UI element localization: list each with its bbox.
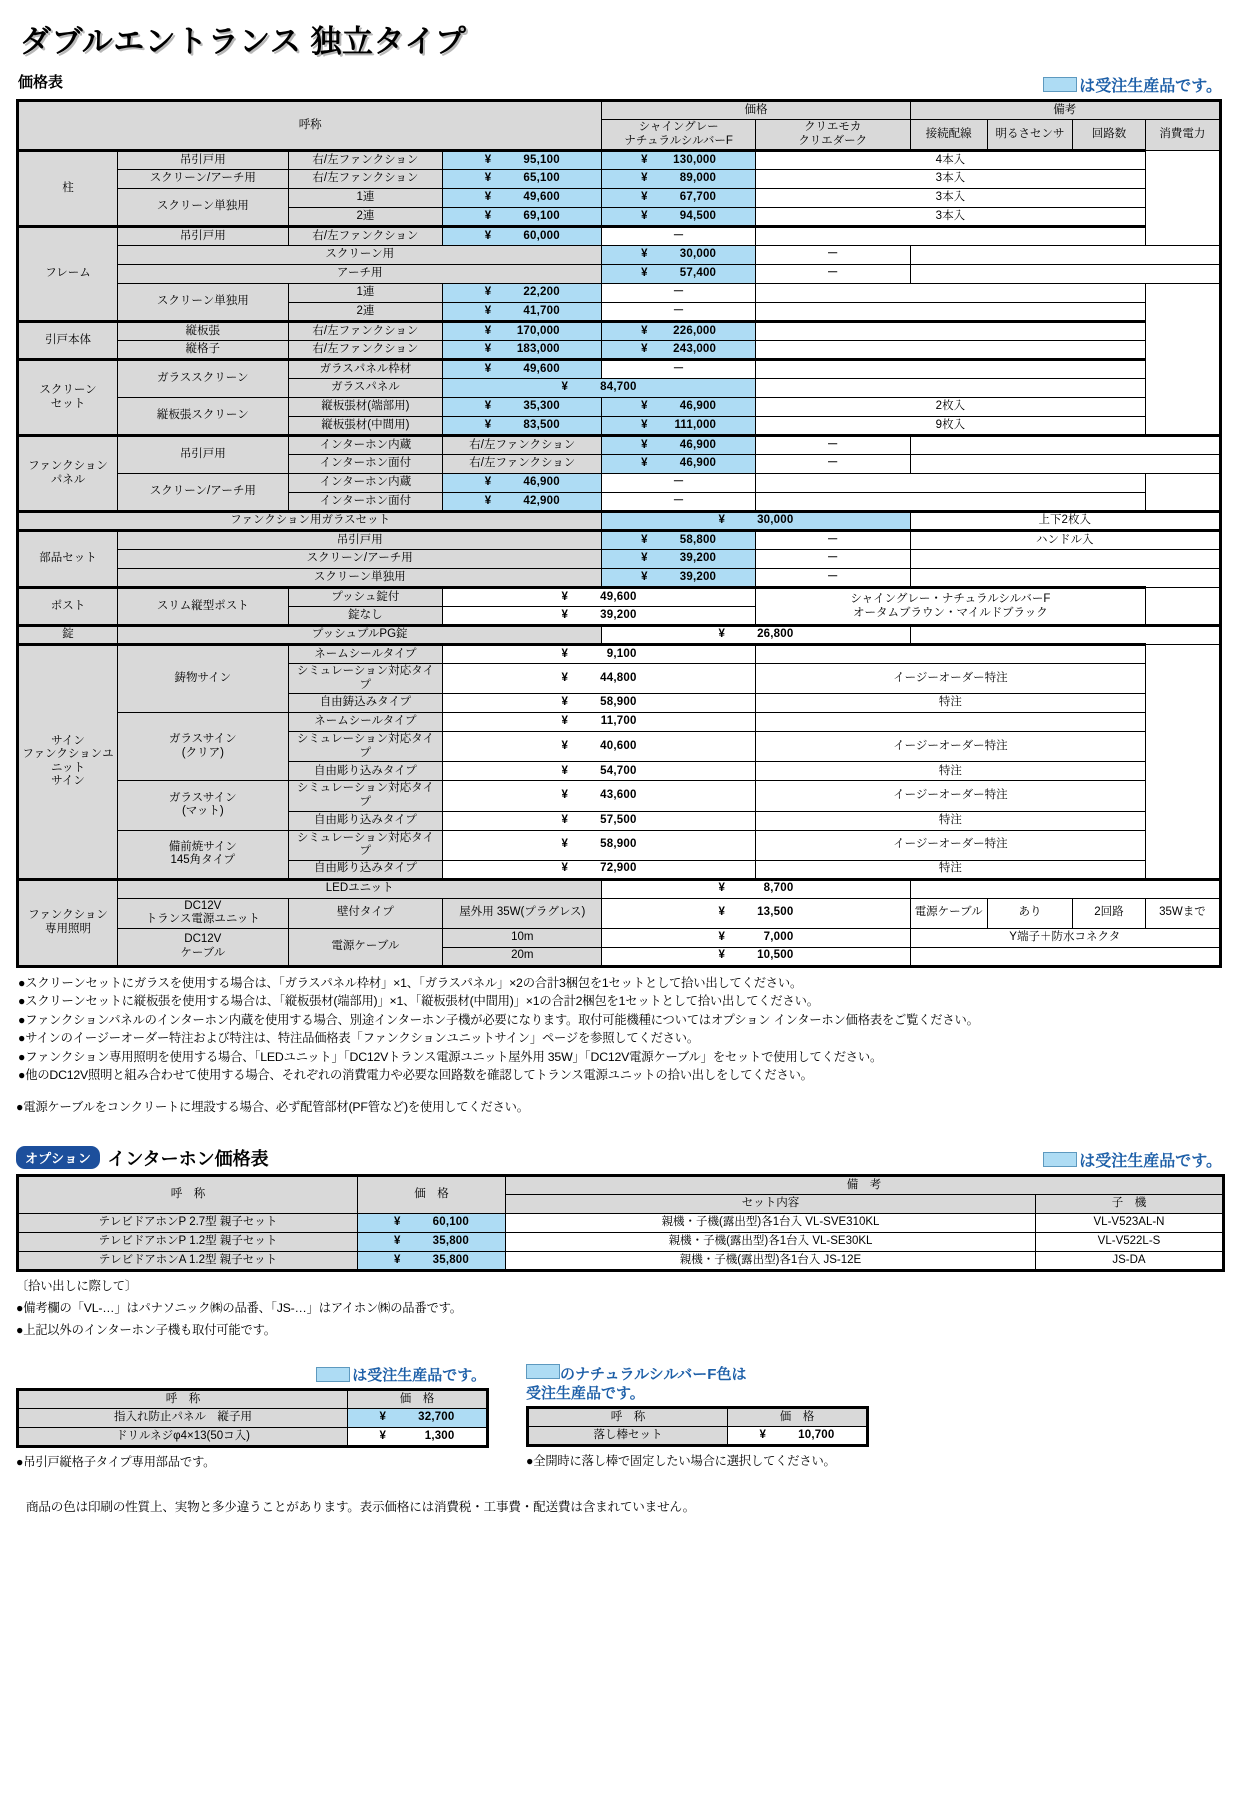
price-cell: － [755,246,910,265]
price-cell: － [755,436,910,455]
finger-guard-body [18,1408,488,1446]
remark-cell [755,474,1145,493]
table-row [18,474,1221,493]
item-name-cell: 備前焼サイン 145角タイプ [118,830,289,879]
option-badge: オプション [16,1146,100,1169]
dc-cable-cell: DC12V ケーブル [118,928,289,966]
bottom-tables-area [16,1364,1222,1470]
item-name-cell: アーチ用 [118,265,602,284]
th-price-col2: クリエモカ クリエダーク [755,120,910,151]
th-sensor: 明るさセンサ [987,120,1072,151]
length-cell: 10m [443,928,602,947]
price-cell: ¥ 30,000 [602,512,910,531]
table-row [18,1427,488,1446]
drop-rod-block [526,1364,866,1470]
remark-cell: 特注 [755,762,1145,781]
intercom-note-line: ●上記以外のインターホン子機も取付可能です。 [16,1322,276,1337]
variant-cell: ガラスパネル [288,379,443,398]
variant-cell: ネームシールタイプ [288,713,443,732]
remark-cell: 3本入 [755,170,1145,189]
remark-cell [910,246,1220,265]
price-cell: ¥ 22,200 [443,284,602,303]
item-name-cell: スクリーン/アーチ用 [118,550,602,569]
intercom-table-body [18,1213,1224,1270]
intercom-set-cell: 親機・子機(露出型)各1台入 VL-SE30KL [506,1232,1036,1251]
drop-rod-swatch [526,1364,560,1379]
item-name-cell: スクリーン単独用 [118,284,289,322]
item-name-cell: 縦板張 [118,322,289,341]
table-row [18,1213,1224,1232]
price-cell: － [602,284,756,303]
item-name-cell: 縦板張スクリーン [118,398,289,436]
group-name-cell: ファンクション 専用照明 [18,879,118,966]
table-row [18,265,1221,284]
group-name-cell: 柱 [18,151,118,227]
price-cell: ¥ 10,500 [602,947,910,966]
item-name-cell: 鋳物サイン [118,645,289,713]
remark-cell [910,455,1220,474]
th-dr-name: 呼 称 [528,1408,728,1427]
remark-cell [755,284,1145,303]
remark-cell: 3本入 [755,189,1145,208]
item-name-cell: 吊引戸用 [118,531,602,550]
variant-cell: シミュレーション対応タイプ [288,830,443,860]
item-name-cell: 縦格子 [118,341,289,360]
finger-guard-legend-text: は受注生産品です。 [352,1366,486,1384]
th-power: 消費電力 [1145,120,1220,151]
variant-cell: 自由彫り込みタイプ [288,762,443,781]
price-cell: ¥ 89,000 [602,170,756,189]
option-made-to-order-swatch [1043,1152,1077,1167]
price-cell: ¥ 84,700 [443,379,756,398]
variant-cell: インターホン内蔵 [288,474,443,493]
intercom-name-cell: テレビドアホンP 1.2型 親子セット [18,1232,358,1251]
price-cell: ¥ 130,000 [602,151,756,170]
price-cell: ¥ 183,000 [443,341,602,360]
price-cell: ¥ 58,900 [443,830,756,860]
cable-name-cell: 電源ケーブル [288,928,443,966]
price-cell: ¥ 40,600 [443,732,756,762]
price-cell: ¥ 72,900 [443,860,756,879]
th-circuits: 回路数 [1073,120,1146,151]
remark-cell [755,360,1145,379]
remark-cell [755,227,1145,246]
remark-cell [910,436,1220,455]
item-name-cell: スリム縦型ポスト [118,588,289,626]
price-cell: ¥ 35,300 [443,398,602,417]
table-row [18,1232,1224,1251]
note-line: ●ファンクションパネルのインターホン内蔵を使用する場合、別途インターホン子機が必要になります。取付可能機種についてはオプション インターホン価格表をご覧ください。 [18,1012,979,1027]
table-row [528,1427,868,1446]
intercom-set-cell: 親機・子機(露出型)各1台入 JS-12E [506,1251,1036,1270]
remark-cell: 特注 [755,811,1145,830]
variant-cell: 縦板張材(中間用) [288,417,443,436]
price-cell: － [602,493,756,512]
price-cell: ¥ 32,700 [348,1408,488,1427]
table-row [18,284,1221,303]
variant-cell: プッシュ錠付 [288,588,443,607]
group-name-cell: ファンクション用ガラスセット [18,512,602,531]
mount-type-cell: 壁付タイプ [288,898,443,928]
th-fg-price: 価 格 [348,1389,488,1408]
price-cell: ¥ 30,000 [602,246,756,265]
table-row [18,341,1221,360]
main-table-body [18,151,1221,967]
main-table-head [18,101,1221,151]
variant-cell: 右/左ファンクション [288,341,443,360]
price-cell: ¥ 26,800 [602,626,910,645]
table-row [18,588,1221,607]
table-row [18,713,1221,732]
finger-guard-name-cell: 指入れ防止パネル 縦子用 [18,1408,348,1427]
price-cell: － [755,455,910,474]
group-name-cell: サイン ファンクションユニット サイン [18,645,118,880]
price-cell: ¥ 69,100 [443,208,602,227]
price-cell: ¥ 60,100 [358,1213,506,1232]
sub-name-cell: 吊引戸用 [118,436,289,474]
price-cell: － [602,227,756,246]
th-name: 呼称 [18,101,602,151]
remark-cell: 特注 [755,860,1145,879]
item-name-cell: スクリーン用 [118,246,602,265]
price-cell: ¥ 39,200 [602,569,756,588]
price-cell: ¥ 35,800 [358,1232,506,1251]
option-section-bar [16,1119,1222,1171]
price-cell: ¥ 11,700 [443,713,756,732]
price-cell: ¥ 243,000 [602,341,756,360]
price-table-label: 価格表 [18,74,64,91]
remark-cell [755,322,1145,341]
th-dr-price: 価 格 [728,1408,868,1427]
item-name-cell: ガラスサイン (マット) [118,781,289,830]
price-cell: ¥ 170,000 [443,322,602,341]
th-child-unit: 子 機 [1036,1194,1224,1213]
price-cell: － [755,550,910,569]
remark-cell [910,265,1220,284]
price-cell: ¥ 9,100 [443,645,756,664]
variant-cell: 縦板張材(端部用) [288,398,443,417]
drop-rod-legend-line1: のナチュラルシルバーF色は [560,1365,747,1383]
th-intercom-price: 価 格 [358,1175,506,1213]
price-cell: ¥ 57,400 [602,265,756,284]
made-to-order-legend-text: は受注生産品です。 [1079,78,1222,95]
main-price-table [16,99,1222,968]
remark-cell: イージーオーダー特注 [755,781,1145,811]
price-cell: ¥ 58,800 [602,531,756,550]
intercom-footer-notes [16,1276,1222,1338]
price-cell: ¥ 39,200 [602,550,756,569]
group-name-cell: 引戸本体 [18,322,118,360]
remark-cell: Y端子＋防水コネクタ [910,928,1220,947]
note-conduit: ●電源ケーブルをコンクリートに埋設する場合、必ず配管部材(PF管など)を使用してください。 [16,1100,529,1115]
table-row [18,781,1221,811]
note-line: ●スクリーンセットにガラスを使用する場合は、「ガラスパネル枠材」×1、「ガラスパネル」×2の合計3梱包を1セットとして拾い出してください。 [18,975,803,990]
price-cell: － [755,531,910,550]
header-row-1 [18,101,1221,120]
item-name-cell: スクリーン/アーチ用 [118,474,289,512]
intercom-child-cell: VL-V523AL-N [1036,1213,1224,1232]
table-row [18,246,1221,265]
remark-cell [755,493,1145,512]
drop-rod-body [528,1427,868,1446]
finger-guard-swatch [316,1367,350,1382]
intercom-footer-heading: 〔拾い出しに際して〕 [16,1278,137,1293]
final-disclaimer: 商品の色は印刷の性質上、実物と多少違うことがあります。表示価格には消費税・工事費・配送費は含まれていません。 [26,1499,696,1514]
variant-cell: 2連 [288,303,443,322]
remark-cell: イージーオーダー特注 [755,830,1145,860]
remark-cell: 9枚入 [755,417,1145,436]
drop-rod-head [528,1408,868,1427]
item-name-cell: スクリーン単独用 [118,189,289,227]
price-cell: ¥ 10,700 [728,1427,868,1446]
price-cell: ¥ 65,100 [443,170,602,189]
item-name-cell: インターホン内蔵 [288,436,443,455]
price-table-legend-row [16,71,1222,96]
price-cell: ¥ 49,600 [443,588,756,607]
price-cell: ¥ 226,000 [602,322,756,341]
variant-cell: ガラスパネル枠材 [288,360,443,379]
table-row [18,398,1221,417]
table-row [18,151,1221,170]
remark-cell [755,303,1145,322]
variant-cell: 2連 [288,208,443,227]
table-row [18,626,1221,645]
table-row [18,227,1221,246]
item-name-cell: スクリーン/アーチ用 [118,170,289,189]
variant-cell: 1連 [288,284,443,303]
remark-cell: シャイングレー・ナチュラルシルバーF オータムブラウン・マイルドブラック [755,588,1145,626]
table-row [18,830,1221,860]
remark-cell: 上下2枚入 [910,512,1220,531]
price-cell: － [755,265,910,284]
group-name-cell: 錠 [18,626,118,645]
variant-cell: シミュレーション対応タイプ [288,664,443,694]
table-row [18,879,1221,898]
table-row [18,1408,488,1427]
remark-cell: イージーオーダー特注 [755,732,1145,762]
variant-cell: 自由彫り込みタイプ [288,860,443,879]
note-line: ●他のDC12V照明と組み合わせて使用する場合、それぞれの消費電力や必要な回路数を確認してトランス電源ユニットの拾い出しをしてください。 [18,1067,813,1082]
price-cell: ¥ 44,800 [443,664,756,694]
intercom-name-cell: テレビドアホンP 2.7型 親子セット [18,1213,358,1232]
variant-cell: 錠なし [288,607,443,626]
remark-cell [755,645,1145,664]
price-cell: ¥ 46,900 [602,455,756,474]
note-line: ●サインのイージーオーダー特注および特注は、特注品価格表「ファンクションユニットサイン」ページを参照してください。 [18,1031,699,1046]
table-row [18,898,1221,928]
spec-cell: 屋外用 35W(プラグレス) [443,898,602,928]
variant-cell: シミュレーション対応タイプ [288,732,443,762]
option-title: インターホン価格表 [107,1148,269,1169]
option-made-to-order-legend [1043,1148,1222,1171]
price-cell: ¥ 1,300 [348,1427,488,1446]
remark-cell [910,550,1220,569]
price-cell: ¥ 42,900 [443,493,602,512]
price-cell: ¥ 54,700 [443,762,756,781]
table-row [18,928,1221,947]
table-row [18,436,1221,455]
remark-cell: 4本入 [755,151,1145,170]
variant-cell: 右/左ファンクション [288,151,443,170]
drop-rod-note: ●全開時に落し棒で固定したい場合に選択してください。 [526,1454,836,1469]
remark-cell: 3本入 [755,208,1145,227]
price-cell: ¥ 94,500 [602,208,756,227]
intercom-child-cell: VL-V522L-S [1036,1232,1224,1251]
item-name-cell: インターホン面付 [288,455,443,474]
page-title: ダブルエントランス 独立タイプ [20,24,467,59]
price-cell: ¥ 35,800 [358,1251,506,1270]
main-notes [18,974,1222,1085]
variant-cell: 自由彫り込みタイプ [288,811,443,830]
option-legend-text: は受注生産品です。 [1079,1152,1222,1170]
drop-rod-legend-line2: 受注生産品です。 [526,1384,645,1402]
th-intercom-remarks: 備 考 [506,1175,1224,1194]
drop-rod-header-row [528,1408,868,1427]
price-cell: ¥ 67,700 [602,189,756,208]
table-row [18,569,1221,588]
table-row [18,189,1221,208]
wiring-cell: 電源ケーブル [910,898,987,928]
table-row [18,512,1221,531]
price-cell: ¥ 41,700 [443,303,602,322]
price-cell: － [602,474,756,493]
variant-cell: 右/左ファンクション [288,170,443,189]
item-name-cell: プッシュプルPG錠 [118,626,602,645]
price-cell: ¥ 60,000 [443,227,602,246]
finger-guard-block [16,1364,486,1470]
drop-rod-name-cell: 落し棒セット [528,1427,728,1446]
remark-cell [755,713,1145,732]
th-price-col1: シャイングレー ナチュラルシルバーF [602,120,756,151]
price-cell: ¥ 46,900 [443,474,602,493]
price-cell: ¥ 111,000 [602,417,756,436]
intercom-name-cell: テレビドアホンA 1.2型 親子セット [18,1251,358,1270]
table-row [18,360,1221,379]
intercom-header-row-1 [18,1175,1224,1194]
finger-guard-header-row [18,1389,488,1408]
variant-cell: 右/左ファンクション [443,436,602,455]
made-to-order-legend [1043,73,1222,96]
remark-cell: 特注 [755,694,1145,713]
finger-guard-note: ●吊引戸縦格子タイプ専用部品です。 [16,1454,216,1469]
variant-cell: 1連 [288,189,443,208]
group-name-cell: スクリーン セット [18,360,118,436]
variant-cell: 右/左ファンクション [288,322,443,341]
price-cell: － [602,360,756,379]
item-name-cell: 吊引戸用 [118,151,289,170]
price-cell: ¥ 58,900 [443,694,756,713]
circuit-cell: 2回路 [1073,898,1146,928]
note-line: ●ファンクション専用照明を使用する場合、「LEDユニット」「DC12Vトランス電源ユニット屋外用 35W」「DC12V電源ケーブル」をセットで使用してください。 [18,1049,883,1064]
made-to-order-swatch [1043,77,1077,92]
remark-cell [910,879,1220,898]
th-wiring: 接続配線 [910,120,987,151]
price-cell: ¥ 95,100 [443,151,602,170]
group-name-cell: ポスト [18,588,118,626]
price-cell: ¥ 8,700 [602,879,910,898]
intercom-table-head [18,1175,1224,1213]
price-cell: ¥ 43,600 [443,781,756,811]
item-name-cell: ガラスサイン (クリア) [118,713,289,781]
intercom-note-line: ●備考欄の「VL-…」はパナソニック㈱の品番、「JS-…」はアイホン㈱の品番です。 [16,1300,462,1315]
intercom-price-table [16,1174,1225,1272]
item-name-cell: スクリーン単独用 [118,569,602,588]
variant-cell: 右/左ファンクション [288,227,443,246]
table-row [18,322,1221,341]
th-remarks: 備考 [910,101,1220,120]
price-cell: ¥ 46,900 [602,436,756,455]
drop-rod-legend [526,1364,866,1404]
price-cell: ¥ 46,900 [602,398,756,417]
group-name-cell: 部品セット [18,531,118,588]
power-cell: 35Wまで [1145,898,1220,928]
option-heading [16,1145,269,1171]
remark-cell [755,341,1145,360]
price-cell: ¥ 57,500 [443,811,756,830]
remark-cell [755,379,1145,398]
group-name-cell: ファンクション パネル [18,436,118,512]
price-cell: ¥ 13,500 [602,898,910,928]
th-set-content: セット内容 [506,1194,1036,1213]
sensor-cell: あり [987,898,1072,928]
th-fg-name: 呼 称 [18,1389,348,1408]
remark-cell: 2枚入 [755,398,1145,417]
price-cell: ¥ 39,200 [443,607,756,626]
variant-cell: インターホン面付 [288,493,443,512]
item-name-cell: 吊引戸用 [118,227,289,246]
drop-rod-table [526,1406,869,1447]
remark-cell: イージーオーダー特注 [755,664,1145,694]
item-name-cell: LEDユニット [118,879,602,898]
intercom-child-cell: JS-DA [1036,1251,1224,1270]
finger-guard-name-cell: ドリルネジφ4×13(50コ入) [18,1427,348,1446]
price-cell: － [602,303,756,322]
price-cell: ¥ 49,600 [443,189,602,208]
price-cell: － [755,569,910,588]
group-name-cell: フレーム [18,227,118,322]
price-cell: ¥ 7,000 [602,928,910,947]
th-intercom-name: 呼 称 [18,1175,358,1213]
table-row [18,1251,1224,1270]
th-price: 価格 [602,101,910,120]
intercom-set-cell: 親機・子機(露出型)各1台入 VL-SVE310KL [506,1213,1036,1232]
variant-cell: シミュレーション対応タイプ [288,781,443,811]
variant-cell: ネームシールタイプ [288,645,443,664]
variant-cell: 右/左ファンクション [443,455,602,474]
price-cell: ¥ 83,500 [443,417,602,436]
table-row [18,170,1221,189]
variant-cell: 自由鋳込みタイプ [288,694,443,713]
remark-cell [910,569,1220,588]
note-line: ●スクリーンセットに縦板張を使用する場合は、「縦板張材(端部用)」×1、「縦板張材(中間用)」×1の合計2梱包を1セットとして拾い出してください。 [18,994,819,1009]
table-row [18,550,1221,569]
finger-guard-head [18,1389,488,1408]
table-row [18,645,1221,664]
finger-guard-table [16,1388,489,1448]
table-row [18,531,1221,550]
item-name-cell: ガラススクリーン [118,360,289,398]
remark-cell [910,626,1220,645]
remark-cell: ハンドル入 [910,531,1220,550]
variant-cell: 20m [443,947,602,966]
finger-guard-legend [16,1364,486,1385]
price-cell: ¥ 49,600 [443,360,602,379]
dc-unit-cell: DC12V トランス電源ユニット [118,898,289,928]
